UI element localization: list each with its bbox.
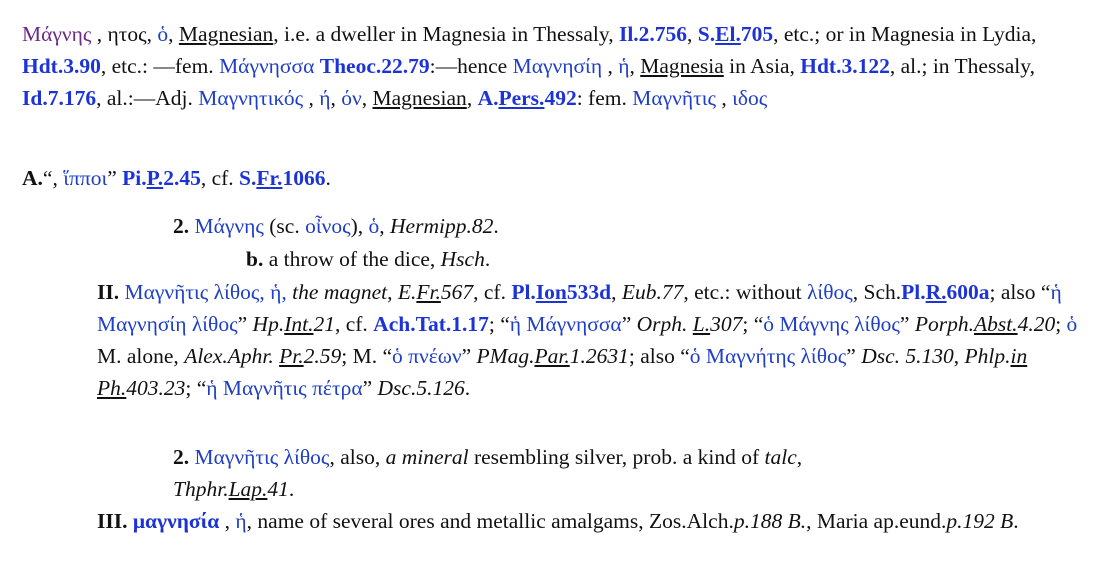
sense-a: A.“, ἵπποι” Pi.P.2.45, cf. S.Fr.1066.	[22, 166, 331, 190]
citation-text: Porph.Abst.4.20	[914, 312, 1056, 336]
citation-link[interactable]: Pl.R.600a	[901, 280, 990, 304]
greek-word[interactable]: ἵπποι	[63, 166, 108, 190]
citation-text: Orph.	[636, 312, 688, 336]
citation-text: L.307	[692, 312, 743, 336]
greek-phrase[interactable]: ὁ Μάγνης λίθος	[763, 312, 900, 336]
citation-text: Phlp.in Ph.403.23	[97, 344, 1028, 400]
greek-word[interactable]: Μαγνησίη	[512, 54, 603, 78]
greek-word[interactable]: Μάγνησσα	[219, 54, 315, 78]
citation-link[interactable]: Theoc.22.79	[319, 54, 430, 78]
citation-text: Thphr.Lap.41	[173, 477, 289, 501]
sense-number: 2.	[173, 214, 190, 238]
citation-text: Eub.77	[621, 280, 684, 304]
sense-iii: III. μαγνησία , ἡ, name of several ores and metallic amalgams, Zos.Alch.p.188 B., Maria ap.eund.p.192 B.	[97, 509, 1019, 533]
citation-text: Hsch	[440, 247, 485, 271]
greek-article: ὁ	[1066, 312, 1078, 336]
citation-link[interactable]: A.Pers.492	[477, 86, 577, 110]
citation-text: Dsc. 5.130	[861, 344, 954, 368]
definition-text: talc	[764, 445, 797, 469]
greek-word[interactable]: Μάγνης	[194, 214, 264, 238]
greek-phrase[interactable]: ὁ πνέων	[392, 344, 462, 368]
greek-article: ή	[319, 86, 331, 110]
greek-phrase[interactable]: ἡ Μαγνησίη λίθος	[97, 280, 1062, 336]
citation-link[interactable]: S.El.705	[697, 22, 774, 46]
greek-word[interactable]: οἶνος	[305, 214, 351, 238]
definition-text: a mineral	[385, 445, 469, 469]
sense-label: A.	[22, 166, 43, 190]
greek-article: ὁ	[368, 214, 380, 238]
sense-number: 2.	[173, 445, 190, 469]
citation-link[interactable]: Id.7.176	[22, 86, 97, 110]
greek-phrase[interactable]: Μαγνῆτις λίθος, ἡ,	[124, 280, 287, 304]
definition-link[interactable]: Magnesian	[178, 22, 274, 46]
sense-ii: II. Μαγνῆτις λίθος, ἡ, the magnet, E.Fr.567, cf. Pl.Ion533d, Eub.77, etc.: without λίθος, Sch.Pl.R.600a; also “ἡ Μαγνησίη λίθος” Hp.Int.21, cf. Ach.Tat.1.17; “ἡ Μάγνησσα” Orph. L.307; “ὁ Μάγνης λίθος” Porph.Abst.4.20; ὁ M. alone, Alex.Aphr. Pr.2.59; M. “ὁ πνέων” PMag.Par.1.2631; also “ὁ Μαγνήτης λίθος” Dsc. 5.130, Phlp.in Ph.403.23; “ἡ Μαγνῆτις πέτρα” Dsc.5.126.	[97, 280, 1078, 400]
sense-label: b.	[246, 247, 264, 271]
citation-text: Alex.Aphr.	[184, 344, 274, 368]
sense-label: II.	[97, 280, 120, 304]
greek-article: ἡ	[618, 54, 630, 78]
citation-link[interactable]: Pi.P.2.45	[122, 166, 201, 190]
citation-text: Pr.2.59	[279, 344, 342, 368]
citation-text: Dsc.5.126	[377, 376, 465, 400]
definition-link[interactable]: Magnesia	[640, 54, 724, 78]
sense-2: 2. Μάγνης (sc. οἶνος), ὁ, Hermipp.82.	[173, 214, 499, 238]
citation-link[interactable]: Hdt.3.90	[22, 54, 101, 78]
citation-text: E.Fr.567	[397, 280, 474, 304]
entry-intro: Μάγνης , ητος, ὁ, Magnesian, i.e. a dweller in Magnesia in Thessaly, Il.2.756, S.El.705, etc.; or in Magnesia in Lydia, Hdt.3.90, etc.: —fem. Μάγνησσα Theoc.22.79:—hence Μαγνησίη , ἡ, Magnesia in Asia, Hdt.3.122, al.; in Thessaly, Id.7.176, al.:—Adj. Μαγνητικός , ή, όν, Magnesian, A.Pers.492: fem. Μαγνῆτις , ιδος	[22, 22, 1037, 110]
greek-phrase[interactable]: ἡ Μαγνῆτις πέτρα	[206, 376, 363, 400]
greek-word[interactable]: Μαγνητικός	[198, 86, 304, 110]
lemma-headword: Μάγνης	[22, 22, 92, 46]
citation-link[interactable]: Pl.Ion533d	[511, 280, 612, 304]
greek-phrase[interactable]: ὁ Μαγνήτης λίθος	[689, 344, 847, 368]
greek-word: ιδος	[732, 86, 768, 110]
citation-text: p.188 B.	[733, 509, 807, 533]
definition-link[interactable]: Magnesian	[372, 86, 467, 110]
citation-link[interactable]: Hdt.3.122	[800, 54, 890, 78]
citation-link[interactable]: S.Fr.1066	[239, 166, 326, 190]
sense-label: III.	[97, 509, 128, 533]
greek-word[interactable]: λίθος	[806, 280, 853, 304]
greek-word[interactable]: Μαγνῆτις	[632, 86, 717, 110]
greek-phrase[interactable]: Μαγνῆτις λίθος	[194, 445, 330, 469]
citation-text: Hp.Int.21	[252, 312, 335, 336]
greek-article: ὁ	[157, 22, 169, 46]
citation-text: PMag.Par.1.2631	[476, 344, 629, 368]
citation-link[interactable]: Ach.Tat.1.17	[373, 312, 489, 336]
greek-word[interactable]: μαγνησία	[132, 509, 220, 533]
sense-ii-2: 2. Μαγνῆτις λίθος, also, a mineral resembling silver, prob. a kind of talc, Thphr.Lap.41.	[173, 445, 803, 501]
greek-article: όν	[341, 86, 362, 110]
citation-text: Hermipp.82	[390, 214, 494, 238]
citation-link[interactable]: Il.2.756	[618, 22, 688, 46]
greek-phrase[interactable]: ἡ Μάγνησσα	[509, 312, 622, 336]
greek-article: ἡ	[235, 509, 247, 533]
citation-text: p.192 B	[946, 509, 1014, 533]
sense-b: b. a throw of the dice, Hsch.	[246, 247, 491, 271]
definition-text: the magnet	[292, 280, 388, 304]
